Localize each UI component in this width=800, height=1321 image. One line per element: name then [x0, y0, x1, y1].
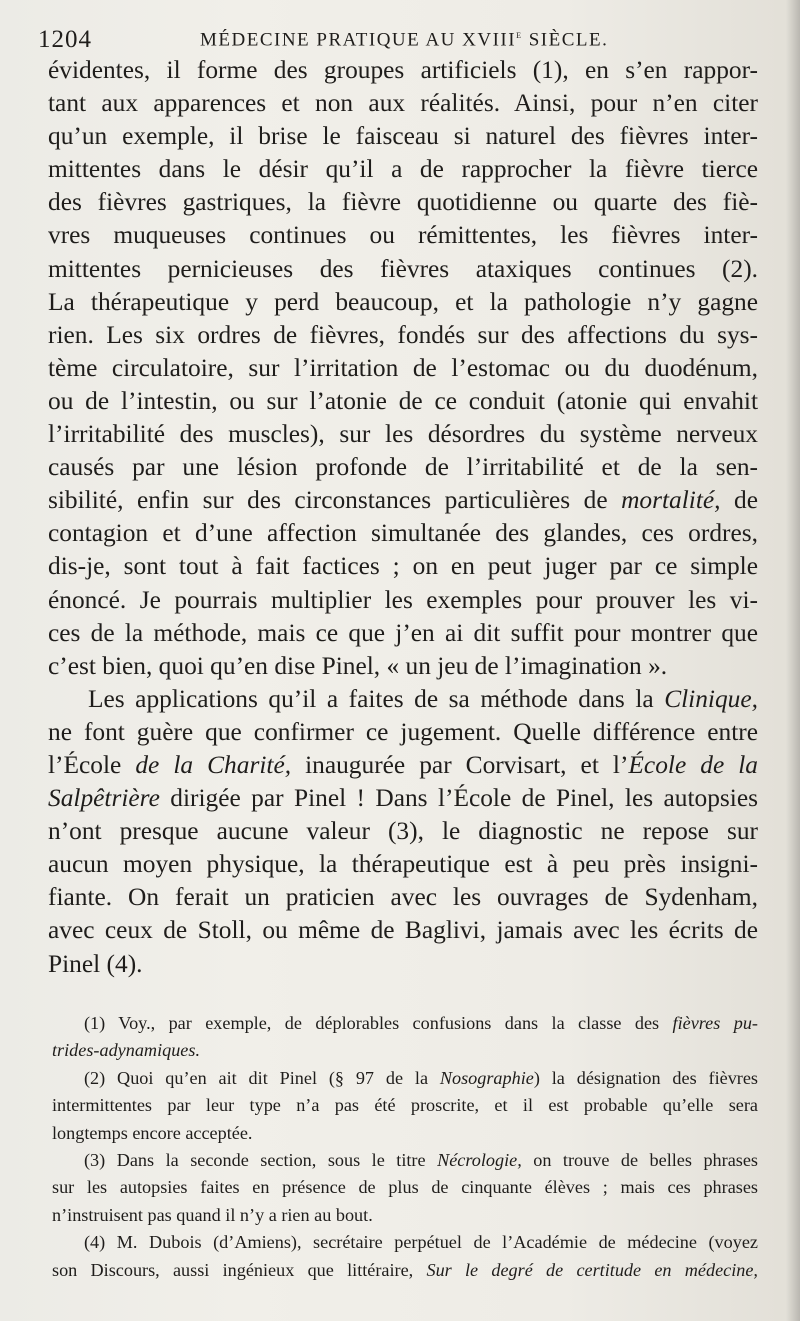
running-title-main: MÉDECINE PRATIQUE AU XVIII	[200, 29, 517, 51]
body-line: fiante. On ferait un praticien avec les ouvrages de Sydenham,	[48, 883, 758, 912]
footnote-line	[52, 1257, 758, 1284]
body-line	[48, 749, 758, 782]
italic-term: Nécrologie,	[437, 1149, 522, 1170]
body-line: La thérapeutique y perd beaucoup, et la pathologie n’y gagne	[48, 287, 758, 316]
body-line: tème circulatoire, sur l’irritation de l’estomac ou du duodénum,	[48, 353, 758, 382]
footnote-line: sur les autopsies faites en présence de plus de cinquante élèves ; mais ces phrases	[52, 1177, 758, 1198]
body-line: Pinel (4).	[48, 949, 143, 978]
footnote-text: (3) Dans la seconde section, sous le titre	[84, 1149, 438, 1170]
running-title	[200, 29, 608, 51]
body-line: causés par une lésion profonde de l’irritabilité et de la sen-	[48, 453, 758, 482]
body-line: tant aux apparences et non aux réalités. Ainsi, pour n’en citer	[48, 89, 758, 118]
body-line: vres muqueuses continues ou rémittentes, les fièvres inter-	[48, 221, 758, 250]
body-text	[48, 54, 758, 981]
footnote-3	[62, 1147, 758, 1174]
italic-term: trides-adynamiques.	[52, 1040, 201, 1061]
body-line-text: sibilité, enfin sur des circonstances particulières de	[48, 486, 608, 515]
body-line: évidentes, il forme des groupes artificiels (1), en s’en rappor-	[48, 56, 758, 84]
body-line: énoncé. Je pourrais multiplier les exemples pour prouver les vi-	[48, 585, 758, 614]
body-line: ou de l’intestin, ou sur l’atonie de ce conduit (atonie qui envahit	[48, 386, 758, 415]
italic-term: Sur le degré de certitude en médecine,	[426, 1259, 758, 1280]
italic-term: de la Charité,	[135, 750, 292, 779]
footnote-text: son Discours, aussi ingénieux que littéraire,	[52, 1259, 427, 1280]
footnote-2	[62, 1065, 758, 1092]
body-line: mittentes dans le désir qu’il a de rapprocher la fièvre tierce	[48, 155, 758, 184]
italic-term: Salpêtrière	[48, 784, 160, 813]
body-line: n’ont presque aucune valeur (3), le diagnostic ne repose sur	[48, 817, 758, 846]
body-line: ne font guère que confirmer ce jugement. Quelle différence entre	[48, 717, 758, 746]
body-line: qu’un exemple, il brise le faisceau si naturel des fièvres inter-	[48, 122, 758, 151]
body-line: rien. Les six ordres de fièvres, fondés sur des affections du sys-	[48, 320, 758, 349]
body-line: mittentes pernicieuses des fièvres ataxiques continues (2).	[48, 254, 758, 283]
page-edge-shadow	[786, 0, 800, 1321]
footnote-line: longtemps encore acceptée.	[52, 1122, 253, 1143]
body-line: aucun moyen physique, la thérapeutique est à peu près insigni-	[48, 850, 758, 879]
body-line: des fièvres gastriques, la fièvre quotidienne ou quarte des fiè-	[48, 188, 758, 217]
body-line-text: Les applications qu’il a faites de sa méthode dans la	[88, 684, 665, 713]
footnote-line: intermittentes par leur type n’a pas été proscrite, et il est probable qu’elle sera	[52, 1095, 758, 1116]
page-number: 1204	[38, 26, 92, 53]
footnote-text: (2) Quoi qu’en ait dit Pinel (§ 97 de la	[84, 1067, 440, 1088]
italic-term: Clinique,	[664, 684, 758, 713]
paragraph-first-line	[48, 683, 758, 716]
footnote-4: (4) M. Dubois (d’Amiens), secrétaire perpétuel de l’Académie de médecine (voyez	[84, 1232, 758, 1253]
body-line-text: inaugurée par Corvisart, et l’	[291, 750, 629, 779]
running-header	[38, 22, 758, 58]
italic-term: mortalité,	[621, 486, 721, 515]
italic-term: fièvres pu-	[672, 1013, 758, 1033]
footnote-text: on trouve de belles phrases	[521, 1149, 758, 1170]
body-line: avec ceux de Stoll, ou même de Baglivi, jamais avec les écrits de	[48, 916, 758, 945]
italic-term: Nosographie	[439, 1067, 534, 1088]
body-line: ces de la méthode, mais ce que j’en ai dit suffit pour montrer que	[48, 618, 758, 647]
footnote-text: (1) Voy., par exemple, de déplorables confusions dans la classe des	[84, 1013, 673, 1033]
body-line: sibilité, enfin sur des circonstances particulières de mortalité, de	[48, 486, 758, 515]
body-line: dis-je, sont tout à fait factices ; on en peut juger par ce simple	[48, 552, 758, 581]
body-line: c’est bien, quoi qu’en dise Pinel, « un jeu de l’imagination ».	[48, 651, 668, 680]
footnote-line	[52, 1037, 758, 1064]
body-line: contagion et d’une affection simultanée des glandes, ces ordres,	[48, 519, 758, 548]
running-title-superscript: e	[516, 29, 523, 41]
body-line-text: l’École	[48, 750, 136, 779]
footnote-line: n’instruisent pas quand il n’y a rien au bout.	[52, 1204, 373, 1225]
body-line-text: dirigée par Pinel ! Dans l’École de Pinel, les autopsies	[159, 784, 758, 813]
running-title-end: SIÈCLE.	[522, 29, 609, 51]
italic-term: École de la	[628, 750, 758, 779]
body-line: l’irritabilité des muscles), sur les désordres du système nerveux	[48, 420, 758, 449]
footnotes	[52, 1010, 758, 1284]
footnote-1	[62, 1010, 758, 1037]
body-line	[48, 782, 758, 815]
footnote-text: ) la désignation des fièvres	[533, 1067, 758, 1088]
